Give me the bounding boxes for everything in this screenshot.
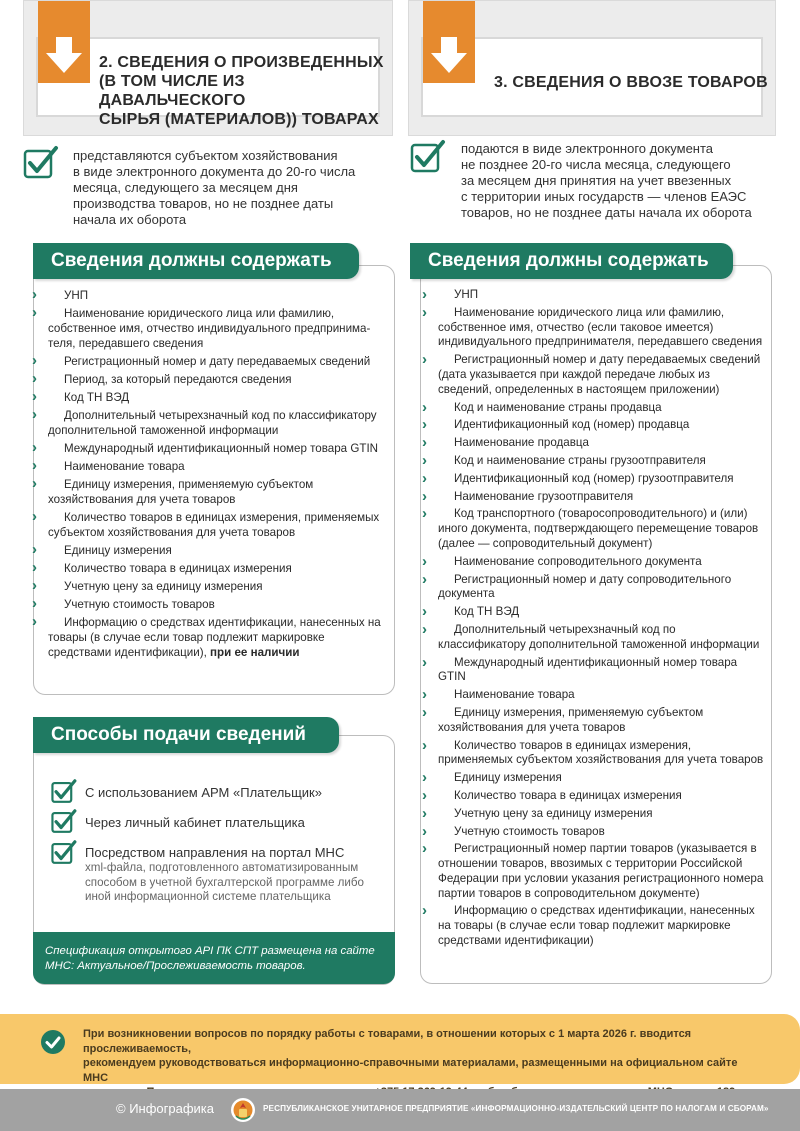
- checkmark-box-icon: [51, 839, 77, 865]
- footer-organization: РЕСПУБЛИКАНСКОЕ УНИТАРНОЕ ПРЕДПРИЯТИЕ «ИНФОРМАЦИОННО-ИЗДАТЕЛЬСКИЙ ЦЕНТР ПО НАЛОГАМ И СБОРАМ»: [263, 1104, 769, 1113]
- intro-line: подаются в виде электронного документа: [461, 141, 714, 156]
- list-item: › Единицу измерения, применяемую субъектом хозяйствования для учета товаров: [438, 706, 764, 736]
- left-section-arrow-tab: [38, 1, 90, 83]
- list-item: › Дополнительный четырехзначный код по классификатору дополнительной таможенной информации: [48, 408, 384, 438]
- list-item: › Международный идентификационный номер товара GTIN: [438, 656, 764, 686]
- checkmark-box-icon: [51, 808, 77, 834]
- footer: [0, 1089, 800, 1131]
- right-section-arrow-tab: [423, 1, 475, 83]
- left-section-header: [23, 0, 393, 136]
- left-intro-text: [73, 148, 383, 228]
- list-item: › Единицу измерения: [438, 771, 764, 786]
- list-item: › Код ТН ВЭД: [438, 605, 764, 620]
- check-circle-icon: [41, 1030, 65, 1054]
- list-item: › Международный идентификационный номер товара GTIN: [48, 441, 384, 456]
- emblem-logo: [230, 1096, 256, 1124]
- list-item: › Код и наименование страны грузоотправителя: [438, 454, 764, 469]
- footer-copyright: © Инфографика: [116, 1101, 215, 1116]
- list-item: › Количество товаров в единицах измерения, применяемых субъектом хозяйствования для учета товаров: [438, 739, 764, 769]
- list-item: › Регистрационный номер и дату передаваемых сведений: [48, 354, 384, 369]
- list-item: › Количество товара в единицах измерения: [48, 561, 384, 576]
- list-item: › Учетную стоимость товаров: [438, 825, 764, 840]
- api-spec-note: Спецификация открытого API ПК СПТ размещена на сайте МНС: Актуальное/Прослеживаемость товаров.: [33, 932, 395, 984]
- method-description: xml-файла, подготовленного автоматизированным способом в учетной бухгалтерской программе либо иной информационной системе плательщика: [85, 861, 364, 903]
- list-item: › Идентификационный код (номер) продавца: [438, 418, 764, 433]
- checkmark-box-icon: [51, 778, 77, 804]
- list-item: › Наименование юридического лица или фамилию, собственное имя, отчество (если таковое имеется) индивидуального предпринимателя, передавшего сведения: [438, 306, 764, 350]
- right-intro-text: [461, 141, 781, 221]
- down-arrow-icon: [44, 37, 84, 77]
- intro-line: производства товаров, но не позднее даты: [73, 196, 334, 211]
- list-item: › Регистрационный номер партии товаров (указывается в отношении товаров, ввозимых с территории Российской Федерации при условии указания регистрационного номера партии товаров в сопроводительном документе): [438, 842, 764, 901]
- list-item: › Код и наименование страны продавца: [438, 401, 764, 416]
- list-item: › УНП: [438, 288, 764, 303]
- left-contents-list: [48, 288, 384, 660]
- intro-line: начала их оборота: [73, 212, 187, 227]
- checkmark-box-icon: [410, 139, 446, 173]
- list-item: › Учетную цену за единицу измерения: [438, 807, 764, 822]
- left-contents-heading: Сведения должны содержать: [33, 243, 359, 279]
- list-item: › Наименование юридического лица или фамилию, собственное имя, отчество индивидуального предпринима-теля, передавшего сведения: [48, 306, 384, 351]
- right-section-header: [408, 0, 776, 136]
- list-item: › Регистрационный номер и дату передаваемых сведений (дата указывается при каждой передаче любых из сведений, определенных в настоящем приложении): [438, 353, 764, 397]
- method-item: [85, 815, 385, 831]
- right-section-title: [494, 73, 768, 92]
- intro-line: товаров, но не позднее даты начала их оборота: [461, 205, 752, 220]
- list-item: › Количество товара в единицах измерения: [438, 789, 764, 804]
- intro-line: в виде электронного документа до 20-го числа: [73, 164, 356, 179]
- list-item: › Информацию о средствах идентификации, нанесенных на товары (в случае если товар подлежит маркировке средствами идентификации): [438, 904, 764, 948]
- down-arrow-icon: [429, 37, 469, 77]
- method-label: Через личный кабинет плательщика: [85, 815, 305, 830]
- left-section-title-line: СЫРЬЯ (МАТЕРИАЛОВ)) ТОВАРАХ: [99, 111, 379, 128]
- left-section-title-line: (В ТОМ ЧИСЛЕ ИЗ ДАВАЛЬЧЕСКОГО: [99, 73, 246, 109]
- checkmark-box-icon: [23, 145, 59, 179]
- list-item-emphasis: при ее наличии: [210, 646, 300, 659]
- list-item: › Количество товаров в единицах измерения, применяемых субъектом хозяйствования для учета товаров: [48, 510, 384, 540]
- right-contents-list: [438, 288, 764, 949]
- left-section-title: [99, 53, 392, 129]
- notice-line: рекомендуем руководствоваться информационно-справочными материалами, размещенными на официальном сайте МНС: [83, 1057, 738, 1084]
- contact-notice: [0, 1014, 800, 1084]
- intro-line: за месяцем дня принятия на учет ввезенных: [461, 173, 732, 188]
- list-item: › Наименование продавца: [438, 436, 764, 451]
- methods-heading: Способы подачи сведений: [33, 717, 339, 753]
- list-item: › Наименование товара: [438, 688, 764, 703]
- right-contents-heading: Сведения должны содержать: [410, 243, 733, 279]
- list-item: › Наименование товара: [48, 459, 384, 474]
- method-item: [85, 845, 375, 905]
- list-item: › Наименование грузоотправителя: [438, 490, 764, 505]
- list-item: › Учетную стоимость товаров: [48, 597, 384, 612]
- list-item: › Дополнительный четырехзначный код по классификатору дополнительной таможенной информации: [438, 623, 764, 653]
- list-item: › Регистрационный номер и дату сопроводительного документа: [438, 573, 764, 603]
- intro-line: не позднее 20-го числа месяца, следующего: [461, 157, 731, 172]
- list-item-text: Информацию о средствах идентификации, нанесенных на товары (в случае если товар подлежит маркировке средствами идентификации),: [48, 616, 381, 659]
- list-item: › Единицу измерения, применяемую субъектом хозяйствования для учета товаров: [48, 477, 384, 507]
- list-item: [48, 615, 384, 660]
- intro-line: представляются субъектом хозяйствования: [73, 148, 338, 163]
- intro-line: с территории иных государств — членов ЕАЭС: [461, 189, 747, 204]
- method-label: Посредством направления на портал МНС: [85, 845, 345, 860]
- intro-line: месяца, следующего за месяцем дня: [73, 180, 298, 195]
- method-item: [85, 785, 385, 801]
- right-section-title-line: 3. СВЕДЕНИЯ О ВВОЗЕ ТОВАРОВ: [494, 74, 768, 91]
- list-item: › УНП: [48, 288, 384, 303]
- list-item: › Код транспортного (товаросопроводительного) и (или) иного документа, подтверждающего перемещение товаров (далее — сопроводительный документ): [438, 507, 764, 551]
- list-item: › Идентификационный код (номер) грузоотправителя: [438, 472, 764, 487]
- notice-line: При возникновении вопросов по порядку работы с товарами, в отношении которых с 1 марта 2026 г. вводится прослеживаемость,: [83, 1028, 692, 1055]
- method-label: С использованием АРМ «Плательщик»: [85, 785, 322, 800]
- list-item: › Наименование сопроводительного документа: [438, 555, 764, 570]
- list-item: › Код ТН ВЭД: [48, 390, 384, 405]
- list-item: › Единицу измерения: [48, 543, 384, 558]
- left-section-title-line: 2. СВЕДЕНИЯ О ПРОИЗВЕДЕННЫХ: [99, 54, 384, 71]
- list-item: › Период, за который передаются сведения: [48, 372, 384, 387]
- list-item: › Учетную цену за единицу измерения: [48, 579, 384, 594]
